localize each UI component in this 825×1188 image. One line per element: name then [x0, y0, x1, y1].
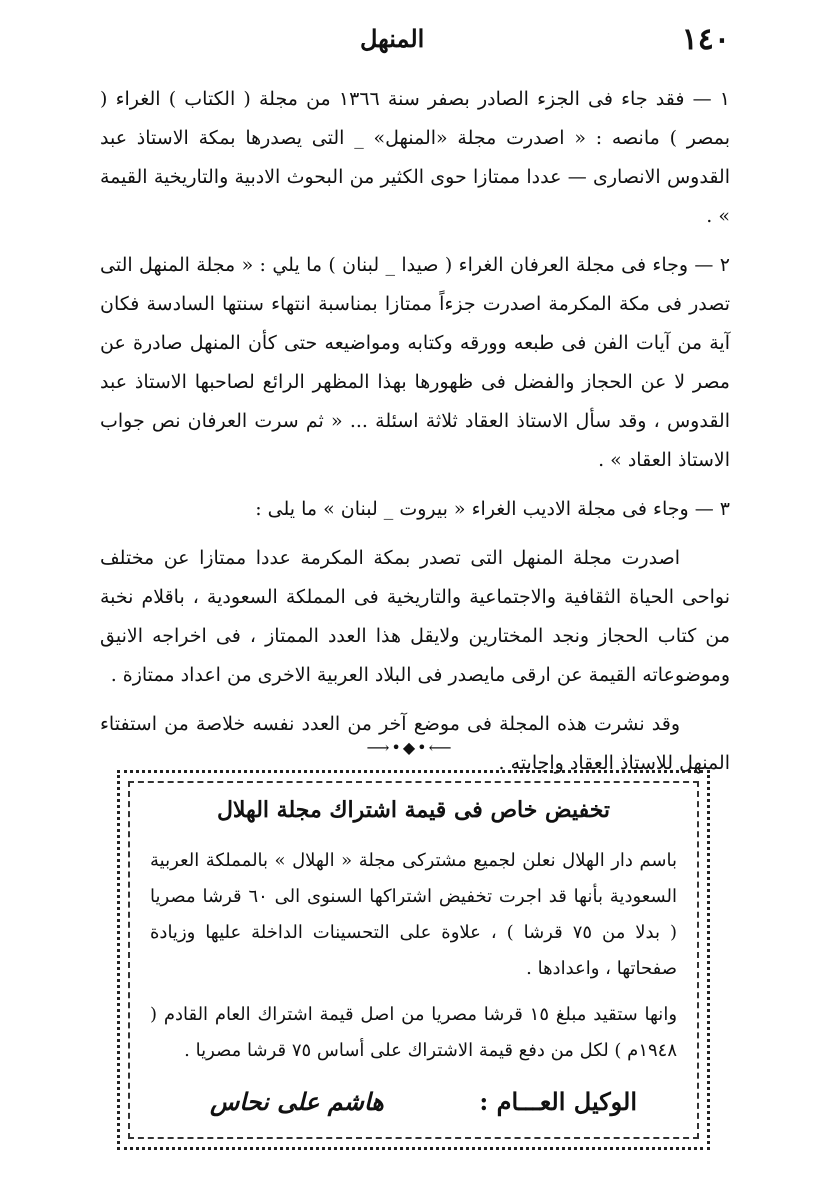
paragraph-4: اصدرت مجلة المنهل التى تصدر بمكة المكرمة عددا ممتازا عن مختلف نواحى الحياة الثقافية والاجتماعية والتاريخية فى المملكة السعودية ، باقلام نخبة من كتاب الحجاز ونجد المختارين ولايقل هذا العدد الممتاز ، فى اخراجه الانيق وموضوعاته القيمة عن ارقى مايصدر فى البلاد العربية الاخرى من اعداد ممتازة . [100, 547, 730, 686]
signature-label: الوكيل العـــام : [479, 1087, 637, 1116]
advertisement-title: تخفيض خاص فى قيمة اشتراك مجلة الهلال [216, 797, 611, 823]
paragraph-3: ٣ — وجاء فى مجلة الاديب الغراء « بيروت _ لبنان » ما يلى : [255, 498, 730, 520]
advertisement-body [150, 843, 677, 1079]
paragraph-2: ٢ — وجاء فى مجلة العرفان الغراء ( صيدا _ لبنان ) ما يلي : « مجلة المنهل التى تصدر فى مكة المكرمة اصدرت جزءاً ممتازا بمناسبة انتهاء سنتها السادسة فكان آية من آيات الفن فى طبعه وورقه وكتابه ومواضيعه حتى كأن المنهل صادرة عن مصر لا عن الحجاز والفضل فى ظهورها بهذا المظهر الرائع لصاحبها الاستاذ عبد القدوس ، وقد سأل الاستاذ العقاد ثلاثة اسئلة ... « ثم سرت العرفان نص جواب الاستاذ العقاد » . [100, 254, 730, 471]
page-header [100, 22, 730, 62]
ornament-separator: ⟶•◆•⟵ [366, 738, 454, 757]
article-body [100, 80, 730, 793]
paragraph-5: وقد نشرت هذه المجلة فى موضع آخر من العدد نفسه خلاصة من استفتاء المنهل للاستاذ العقاد واجابته . [100, 713, 730, 774]
advertisement-paragraph-2: وانها ستقيد مبلغ ١٥ قرشا مصريا من اصل قيمة اشتراك العام القادم ( ١٩٤٨م ) لكل من دفع قيمة الاشتراك على أساس ٧٥ قرشا مصريا . [150, 1004, 678, 1061]
journal-title: المنهل [360, 24, 425, 53]
page-number: ١٤٠ [681, 22, 730, 57]
advertisement-signature [150, 1083, 677, 1127]
paragraph-1: ١ — فقد جاء فى الجزء الصادر بصفر سنة ١٣٦٦ من مجلة ( الكتاب ) الغراء ( بمصر ) مانصه : « اصدرت مجلة «المنهل» _ التى يصدرها بمكة الاستاذ عبد القدوس الانصارى — عددا ممتازا حوى الكثير من البحوث الادبية والتاريخية القيمة » . [100, 88, 730, 227]
advertisement-box [117, 770, 710, 1150]
signature-name: هاشم على نحاس [210, 1087, 384, 1116]
advertisement-paragraph-1: باسم دار الهلال نعلن لجميع مشتركى مجلة « الهلال » بالمملكة العربية السعودية بأنها قد اجرت تخفيض اشتراكها السنوى الى ٦٠ قرشا مصريا ( بدلا من ٧٥ قرشا ) ، علاوة على التحسينات الداخلة عليها وزيادة صفحاتها ، واعدادها . [150, 850, 678, 979]
